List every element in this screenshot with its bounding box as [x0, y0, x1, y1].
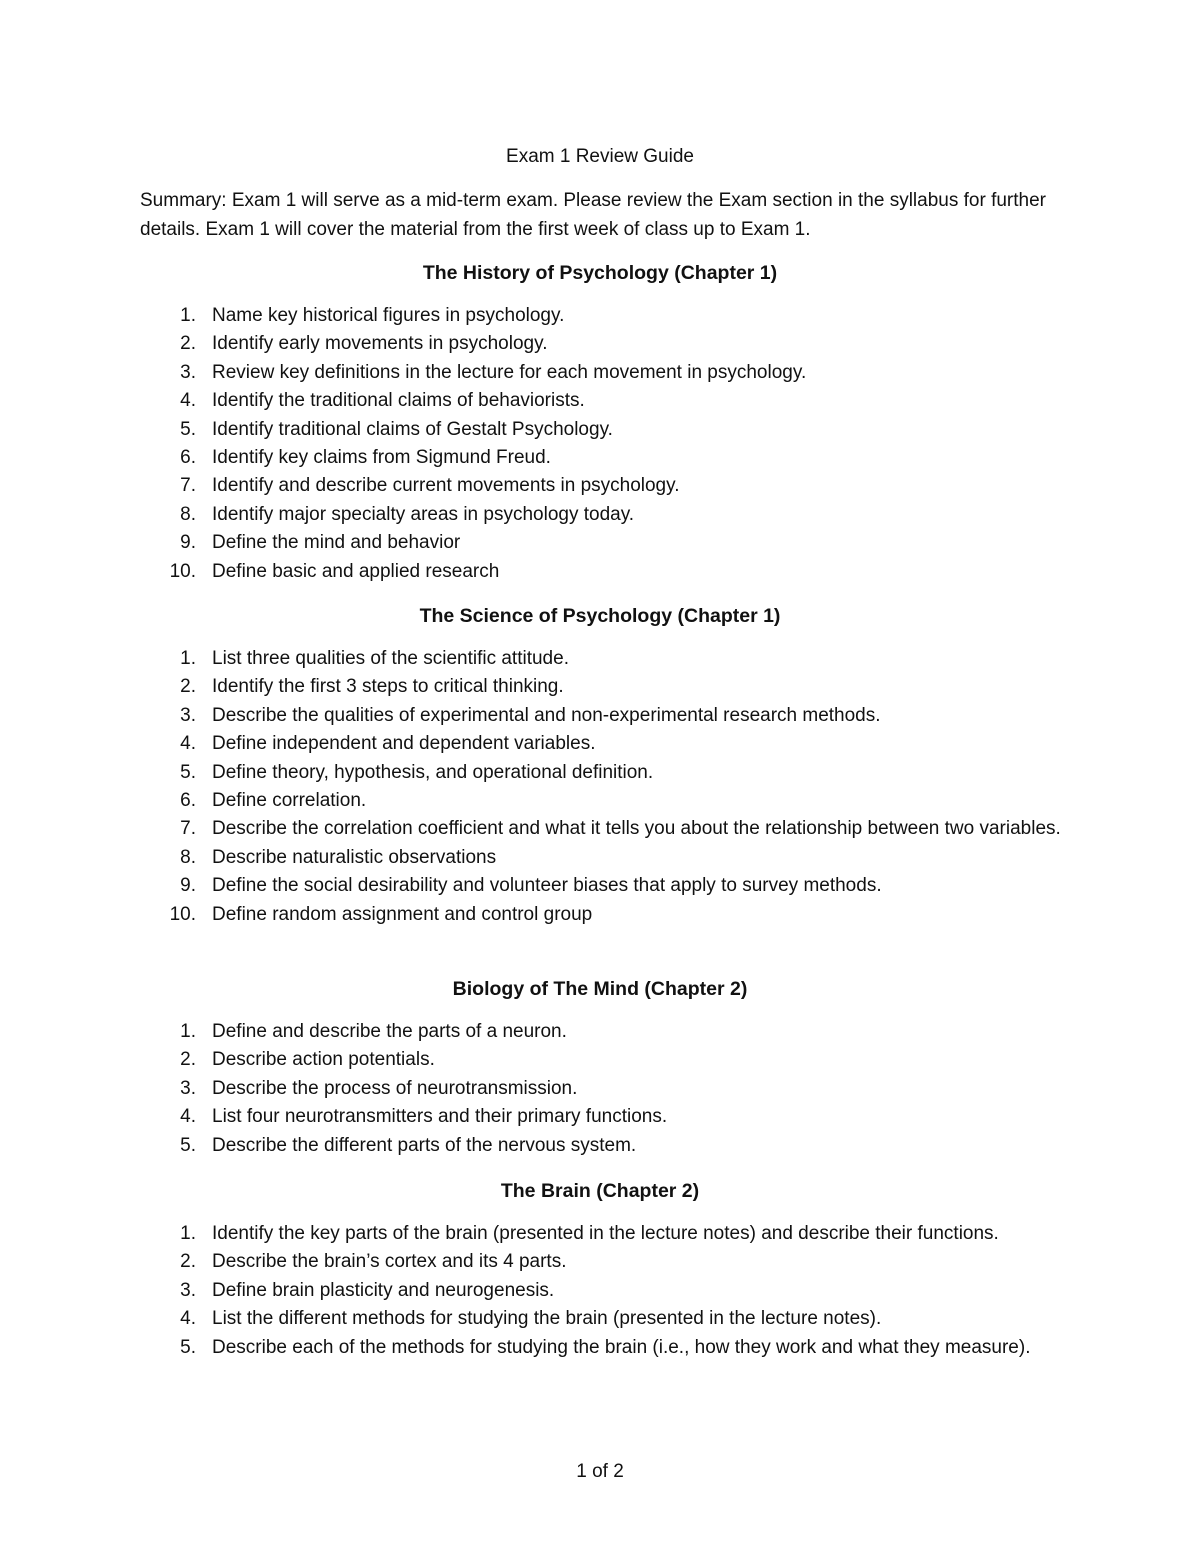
- item-number: 4.: [180, 733, 196, 755]
- item-number: 7.: [180, 818, 196, 840]
- section-history-of-psychology: [0, 260, 1200, 586]
- list-item: [0, 558, 1072, 586]
- item-number: 1.: [180, 648, 196, 669]
- item-text: Describe the brain’s cortex and its 4 parts.: [212, 1251, 567, 1273]
- item-text: Describe the different parts of the nervous system.: [212, 1134, 637, 1156]
- list-item: [0, 673, 1072, 701]
- section-the-brain: [0, 1178, 1200, 1362]
- item-number: 3.: [180, 361, 196, 383]
- item-text: Identify and describe current movements in psychology.: [212, 475, 680, 497]
- objectives-list: [0, 1220, 1200, 1362]
- item-text: Define and describe the parts of a neuron.: [212, 1021, 567, 1042]
- item-text: Describe the correlation coefficient and what it tells you about the relationship between two variables.: [212, 818, 1061, 840]
- item-text: Define random assignment and control group: [212, 903, 593, 925]
- item-number: 5.: [180, 418, 196, 440]
- list-item: [0, 416, 1072, 444]
- item-number: 7.: [180, 475, 196, 497]
- list-item: [0, 1018, 1072, 1046]
- item-number: 5.: [180, 761, 196, 783]
- section-biology-of-the-mind: [0, 976, 1200, 1160]
- list-item: [0, 501, 1072, 529]
- list-item: [0, 702, 1072, 730]
- item-number: 2.: [180, 1049, 196, 1071]
- list-item: [0, 387, 1072, 415]
- list-item: [0, 1046, 1072, 1074]
- item-number: 2.: [180, 333, 196, 355]
- item-text: Define theory, hypothesis, and operational definition.: [212, 761, 654, 783]
- list-item: [0, 1334, 1072, 1362]
- list-item: [0, 444, 1072, 472]
- item-number: 4.: [180, 390, 196, 412]
- item-text: Identify the traditional claims of behaviorists.: [212, 390, 585, 412]
- item-text: Define the social desirability and volunteer biases that apply to survey methods.: [212, 875, 882, 897]
- item-text: Review key definitions in the lecture for each movement in psychology.: [212, 361, 807, 383]
- list-item: [0, 1075, 1072, 1103]
- list-item: [0, 815, 1072, 843]
- item-text: Describe the qualities of experimental and non-experimental research methods.: [212, 704, 881, 726]
- page-number: 1 of 2: [576, 1461, 624, 1482]
- item-number: 8.: [180, 503, 196, 525]
- list-item: [0, 359, 1072, 387]
- list-item: [0, 529, 1072, 557]
- item-number: 3.: [180, 1279, 196, 1301]
- list-item: [0, 1248, 1072, 1276]
- list-item: [0, 1220, 1072, 1248]
- list-item: [0, 302, 1072, 330]
- item-text: Identify early movements in psychology.: [212, 333, 548, 355]
- objectives-list: [0, 645, 1200, 929]
- item-text: Identify traditional claims of Gestalt Psychology.: [212, 418, 613, 440]
- document-title: Exam 1 Review Guide: [506, 146, 694, 167]
- objectives-list: [0, 1018, 1200, 1160]
- item-text: Define the mind and behavior: [212, 532, 461, 554]
- item-number: 4.: [180, 1106, 196, 1128]
- list-item: [0, 759, 1072, 787]
- item-number: 1.: [180, 305, 196, 326]
- item-text: Define independent and dependent variables.: [212, 733, 596, 755]
- item-text: List the different methods for studying the brain (presented in the lecture notes).: [212, 1308, 882, 1330]
- item-text: Define correlation.: [212, 790, 367, 812]
- section-heading: The Science of Psychology (Chapter 1): [419, 605, 781, 627]
- list-item: [0, 844, 1072, 872]
- item-number: 3.: [180, 1077, 196, 1099]
- item-text: Define brain plasticity and neurogenesis.: [212, 1279, 555, 1301]
- list-item: [0, 472, 1072, 500]
- list-item: [0, 330, 1072, 358]
- item-number: 1.: [180, 1223, 196, 1244]
- item-number: 10.: [169, 903, 196, 925]
- list-item: [0, 1277, 1072, 1305]
- section-heading: Biology of The Mind (Chapter 2): [452, 978, 748, 1000]
- item-number: 2.: [180, 676, 196, 698]
- item-number: 5.: [180, 1134, 196, 1156]
- section-science-of-psychology: [0, 603, 1200, 929]
- list-item: [0, 1305, 1072, 1333]
- objectives-list: [0, 302, 1200, 586]
- item-number: 5.: [180, 1336, 196, 1358]
- item-number: 2.: [180, 1251, 196, 1273]
- item-text: Describe action potentials.: [212, 1049, 435, 1071]
- list-item: [0, 730, 1072, 758]
- item-number: 6.: [180, 447, 196, 469]
- item-number: 9.: [180, 532, 196, 554]
- item-number: 1.: [180, 1021, 196, 1042]
- item-text: Describe each of the methods for studying the brain (i.e., how they work and what they measure).: [212, 1336, 1031, 1358]
- list-item: [0, 1103, 1072, 1131]
- list-item: [0, 787, 1072, 815]
- item-text: Define basic and applied research: [212, 560, 500, 582]
- item-text: Identify the first 3 steps to critical thinking.: [212, 676, 564, 698]
- list-item: [0, 901, 1072, 929]
- item-text: List four neurotransmitters and their primary functions.: [212, 1106, 668, 1128]
- item-number: 3.: [180, 704, 196, 726]
- item-number: 8.: [180, 846, 196, 868]
- item-text: Identify major specialty areas in psychology today.: [212, 503, 635, 525]
- item-text: Identify key claims from Sigmund Freud.: [212, 447, 551, 469]
- item-number: 4.: [180, 1308, 196, 1330]
- summary-paragraph: Summary: Exam 1 will serve as a mid-term exam. Please review the Exam section in the syllabus for further details. Exam 1 will cover the material from the first week of class up to Exam 1.: [140, 190, 1046, 240]
- item-text: List three qualities of the scientific attitude.: [212, 648, 569, 669]
- list-item: [0, 1132, 1072, 1160]
- list-item: [0, 645, 1072, 673]
- item-text: Describe the process of neurotransmission.: [212, 1077, 578, 1099]
- item-text: Describe naturalistic observations: [212, 846, 497, 868]
- section-heading: The History of Psychology (Chapter 1): [422, 262, 778, 284]
- item-number: 9.: [180, 875, 196, 897]
- item-text: Name key historical figures in psychology.: [212, 305, 565, 326]
- section-heading: The Brain (Chapter 2): [500, 1180, 700, 1202]
- list-item: [0, 872, 1072, 900]
- item-text: Identify the key parts of the brain (presented in the lecture notes) and describe their functions.: [212, 1223, 999, 1244]
- item-number: 10.: [169, 560, 196, 582]
- item-number: 6.: [180, 790, 196, 812]
